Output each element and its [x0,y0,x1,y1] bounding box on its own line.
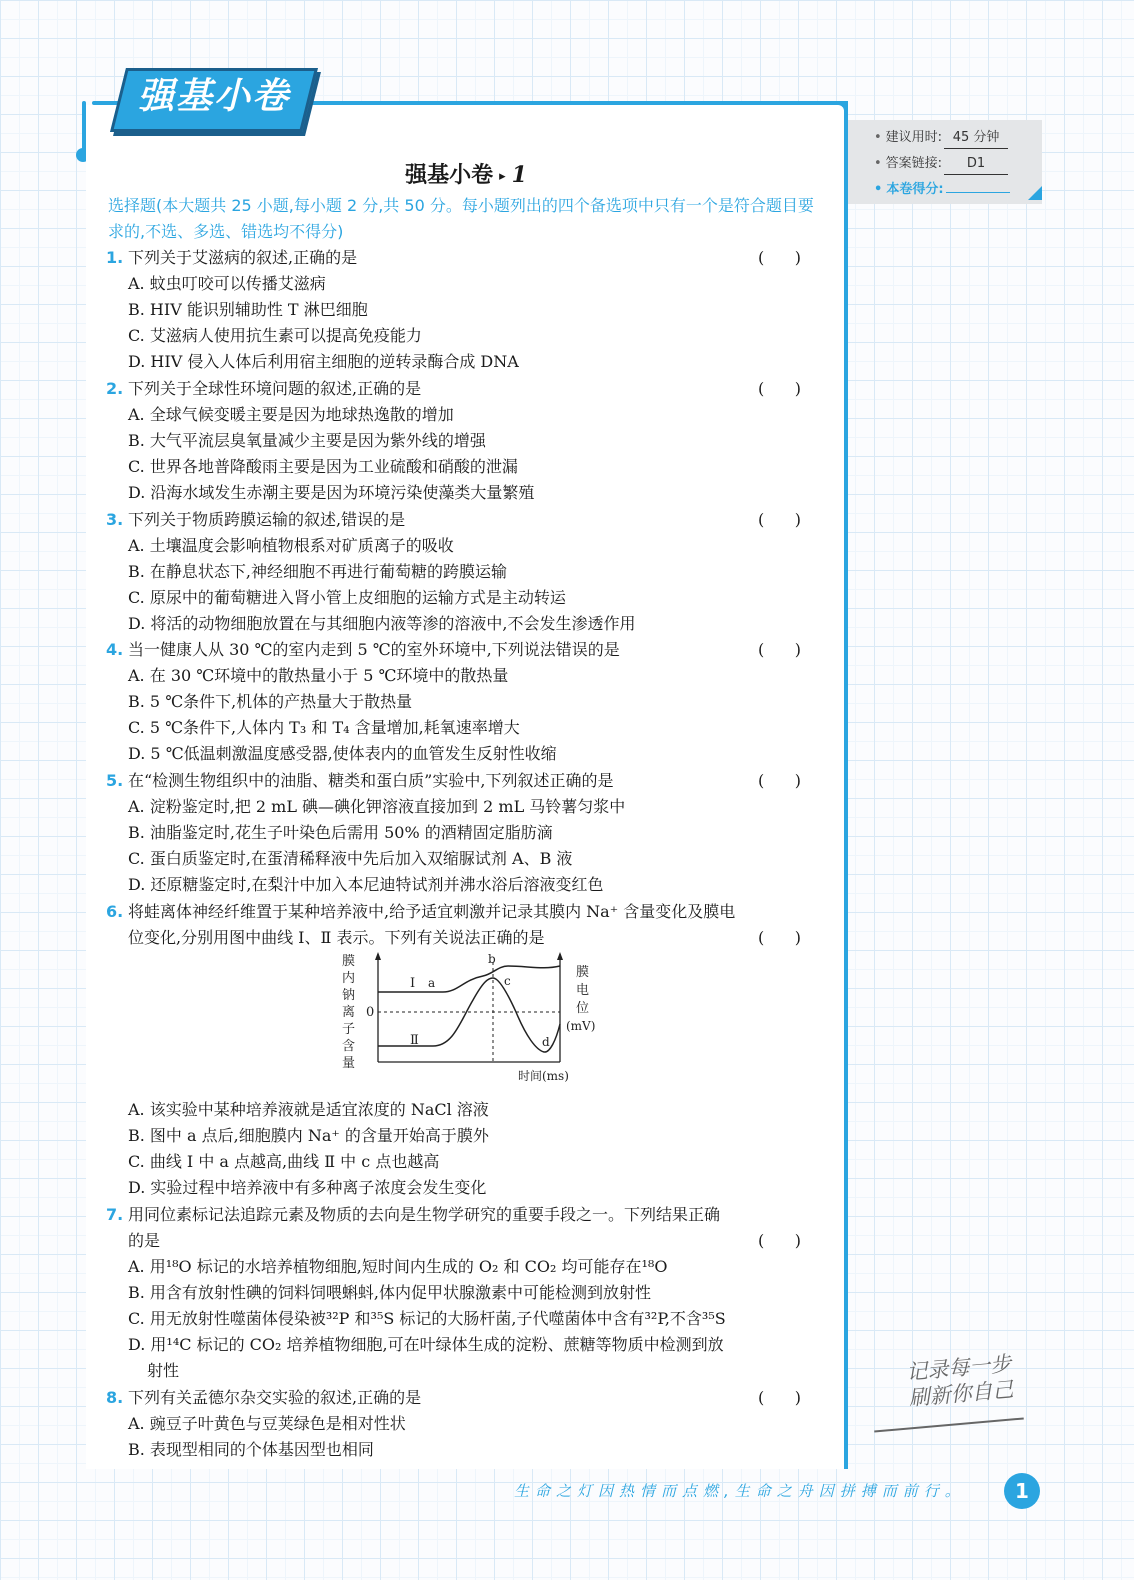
y-label-char: 内 [342,971,356,986]
question-6-stem-cont: 位变化,分别用图中曲线 Ⅰ、Ⅱ 表示。下列有关说法正确的是 [128,928,545,947]
x-axis-label: 时间(ms) [518,1069,569,1083]
slogan-underline [874,1417,1024,1432]
question-number: 8. [106,1388,124,1407]
curve-II-label: Ⅱ [410,1033,419,1048]
option: C. 5 ℃条件下,人体内 T₃ 和 T₄ 含量增加,耗氧速率增大 [128,718,520,737]
question-number: 7. [106,1205,124,1224]
banner-title: 强基小卷 [137,76,290,117]
title-main: 强基小卷 [405,163,494,188]
option: A. 淀粉鉴定时,把 2 mL 碘—碘化钾溶液直接加到 2 mL 马铃薯匀浆中 [128,797,626,816]
question-5-stem [106,768,614,794]
y-axis-right-arrow-icon [557,952,563,960]
y-label-right-char: 膜 [576,965,590,980]
answer-paren-7[interactable]: ( ) [758,1231,801,1250]
curve-II [378,978,560,1052]
option: B. 表现型相同的个体基因型也相同 [128,1440,374,1459]
point-d-label: d [542,1035,550,1049]
page-number: 1 [1004,1473,1040,1509]
curve-I [378,966,560,992]
y-label-right-char: 电 [576,983,590,998]
option: B. 油脂鉴定时,花生子叶染色后需用 50% 的酒精固定脂肪滴 [128,823,553,842]
option: D. 5 ℃低温刺激温度感受器,使体表内的血管发生反射性收缩 [128,744,557,763]
question-number: 1. [106,248,124,267]
option: C. 世界各地普降酸雨主要是因为工业硫酸和硝酸的泄漏 [128,457,518,476]
score-row: • 本卷得分: [874,180,1010,200]
question-8-stem [106,1385,422,1411]
question-4-stem [106,637,620,663]
option: D. HIV 侵入人体后利用宿主细胞的逆转录酶合成 DNA [128,352,519,371]
y-label-right-char: 位 [576,1001,590,1016]
stem-text: 下列关于艾滋病的叙述,正确的是 [128,248,358,267]
point-b-label: b [488,952,496,966]
frame-right-line [844,101,848,1469]
question-number: 4. [106,640,124,659]
option: C. 用无放射性噬菌体侵染被³²P 和³⁵S 标记的大肠杆菌,子代噬菌体中含有³²P,不含³⁵S [128,1309,726,1328]
y-label-left [342,954,355,1071]
side-slogan [878,1348,1042,1414]
answer-label: 答案链接: [885,156,943,171]
membrane-potential-figure [338,950,602,1086]
stem-text: 用同位素标记法追踪元素及物质的去向是生物学研究的重要手段之一。下列结果正确 [128,1205,721,1224]
option: D. 用¹⁴C 标记的 CO₂ 培养植物细胞,可在叶绿体生成的淀粉、蔗糖等物质中检测到放 [128,1335,724,1354]
question-6-stem [106,899,736,925]
option-cont: 射性 [147,1361,180,1380]
option: A. 该实验中某种培养液就是适宜浓度的 NaCl 溶液 [128,1100,489,1119]
score-field[interactable] [946,192,1010,193]
y-label-char: 膜 [342,954,356,969]
option: B. 用含有放射性碘的饲料饲喂蝌蚪,体内促甲状腺激素中可能检测到放射性 [128,1283,652,1302]
point-a-label: a [428,976,436,990]
title-arrow-icon: ▸ [499,168,506,184]
curve-I-label: Ⅰ [410,976,416,991]
time-row: • 建议用时: 45 分钟 [874,128,1008,148]
stem-text: 下列关于物质跨膜运输的叙述,错误的是 [128,510,406,529]
option: D. 实验过程中培养液中有多种离子浓度会发生变化 [128,1178,487,1197]
instructions: 选择题(本大题共 25 小题,每小题 2 分,共 50 分。每小题列出的四个备选项中只有一个是符合题目要求的,不选、多选、错选均不得分) [108,196,814,241]
answer-paren-3[interactable]: ( ) [758,510,801,529]
option: C. 艾滋病人使用抗生素可以提高免疫能力 [128,326,422,345]
footer-motto: 生命之灯因热情而点燃,生命之舟因拼搏而前行。 [514,1482,966,1500]
answer-paren-4[interactable]: ( ) [758,640,801,659]
question-number: 5. [106,771,124,790]
title-number: 1 [511,162,527,188]
answer-paren-6[interactable]: ( ) [758,928,801,947]
y-axis-left-arrow-icon [375,952,381,960]
y-label-char: 离 [342,1005,356,1020]
option: C. 蛋白质鉴定时,在蛋清稀释液中先后加入双缩脲试剂 A、B 液 [128,849,573,868]
score-label: 本卷得分: [886,182,944,197]
option: C. 原尿中的葡萄糖进入肾小管上皮细胞的运输方式是主动转运 [128,588,566,607]
option: A. 豌豆子叶黄色与豆荚绿色是相对性状 [128,1414,406,1433]
question-number: 6. [106,902,124,921]
stem-text: 在“检测生物组织中的油脂、糖类和蛋白质”实验中,下列叙述正确的是 [128,771,614,790]
stem-text: 当一健康人从 30 ℃的室内走到 5 ℃的室外环境中,下列说法错误的是 [128,640,620,659]
stem-text: 将蛙离体神经纤维置于某种培养液中,给予适宜刺激并记录其膜内 Na⁺ 含量变化及膜电 [128,902,736,921]
point-c-label: c [504,974,511,988]
option: B. HIV 能识别辅助性 T 淋巴细胞 [128,300,368,319]
question-number: 2. [106,379,124,398]
slogan-line-1: 记录每一步 [905,1351,1013,1385]
option: B. 图中 a 点后,细胞膜内 Na⁺ 的含量开始高于膜外 [128,1126,489,1145]
option: A. 土壤温度会影响植物根系对矿质离子的吸收 [128,536,454,555]
option: C. 曲线 Ⅰ 中 a 点越高,曲线 Ⅱ 中 c 点也越高 [128,1152,440,1171]
slogan-line-2: 刷新你自己 [907,1377,1015,1411]
question-7-stem-cont: 的是 [128,1231,161,1250]
time-label: 建议用时: [885,130,943,145]
option: A. 在 30 ℃环境中的散热量小于 5 ℃环境中的散热量 [128,666,509,685]
option: D. 沿海水域发生赤潮主要是因为环境污染使藻类大量繁殖 [128,483,535,502]
option: D. 还原糖鉴定时,在梨汁中加入本尼迪特试剂并沸水浴后溶液变红色 [128,875,604,894]
answer-row: • 答案链接: D1 [874,154,1008,174]
page-title [0,158,932,189]
option: B. 在静息状态下,神经细胞不再进行葡萄糖的跨膜运输 [128,562,508,581]
y-label-char: 含 [342,1039,356,1054]
y-label-char: 量 [342,1056,356,1071]
question-2-stem [106,376,422,402]
stem-text: 下列有关孟德尔杂交实验的叙述,正确的是 [128,1388,422,1407]
question-3-stem [106,507,406,533]
option: D. 将活的动物细胞放置在与其细胞内液等渗的溶液中,不会发生渗透作用 [128,614,636,633]
y-label-right-unit: (mV) [566,1019,596,1033]
answer-paren-5[interactable]: ( ) [758,771,801,790]
stem-text: 下列关于全球性环境问题的叙述,正确的是 [128,379,422,398]
option: A. 全球气候变暖主要是因为地球热逸散的增加 [128,405,454,424]
question-1-stem [106,245,358,271]
info-flag-icon [1028,186,1042,200]
answer-paren-8[interactable]: ( ) [758,1388,801,1407]
question-number: 3. [106,510,124,529]
time-value: 45 分钟 [944,128,1008,149]
option: B. 5 ℃条件下,机体的产热量大于散热量 [128,692,413,711]
y-label-char: 钠 [342,988,356,1003]
y-label-right [566,965,595,1033]
y-label-char: 子 [342,1022,356,1037]
question-7-stem [106,1202,721,1228]
option: A. 用¹⁸O 标记的水培养植物细胞,短时间内生成的 O₂ 和 CO₂ 均可能存在¹⁸O [128,1257,668,1276]
option: B. 大气平流层臭氧量减少主要是因为紫外线的增强 [128,431,486,450]
answer-paren-1[interactable]: ( ) [758,248,801,267]
answer-link[interactable]: D1 [944,154,1008,175]
answer-paren-2[interactable]: ( ) [758,379,801,398]
zero-label: 0 [366,1005,375,1020]
option: A. 蚊虫叮咬可以传播艾滋病 [128,274,326,293]
